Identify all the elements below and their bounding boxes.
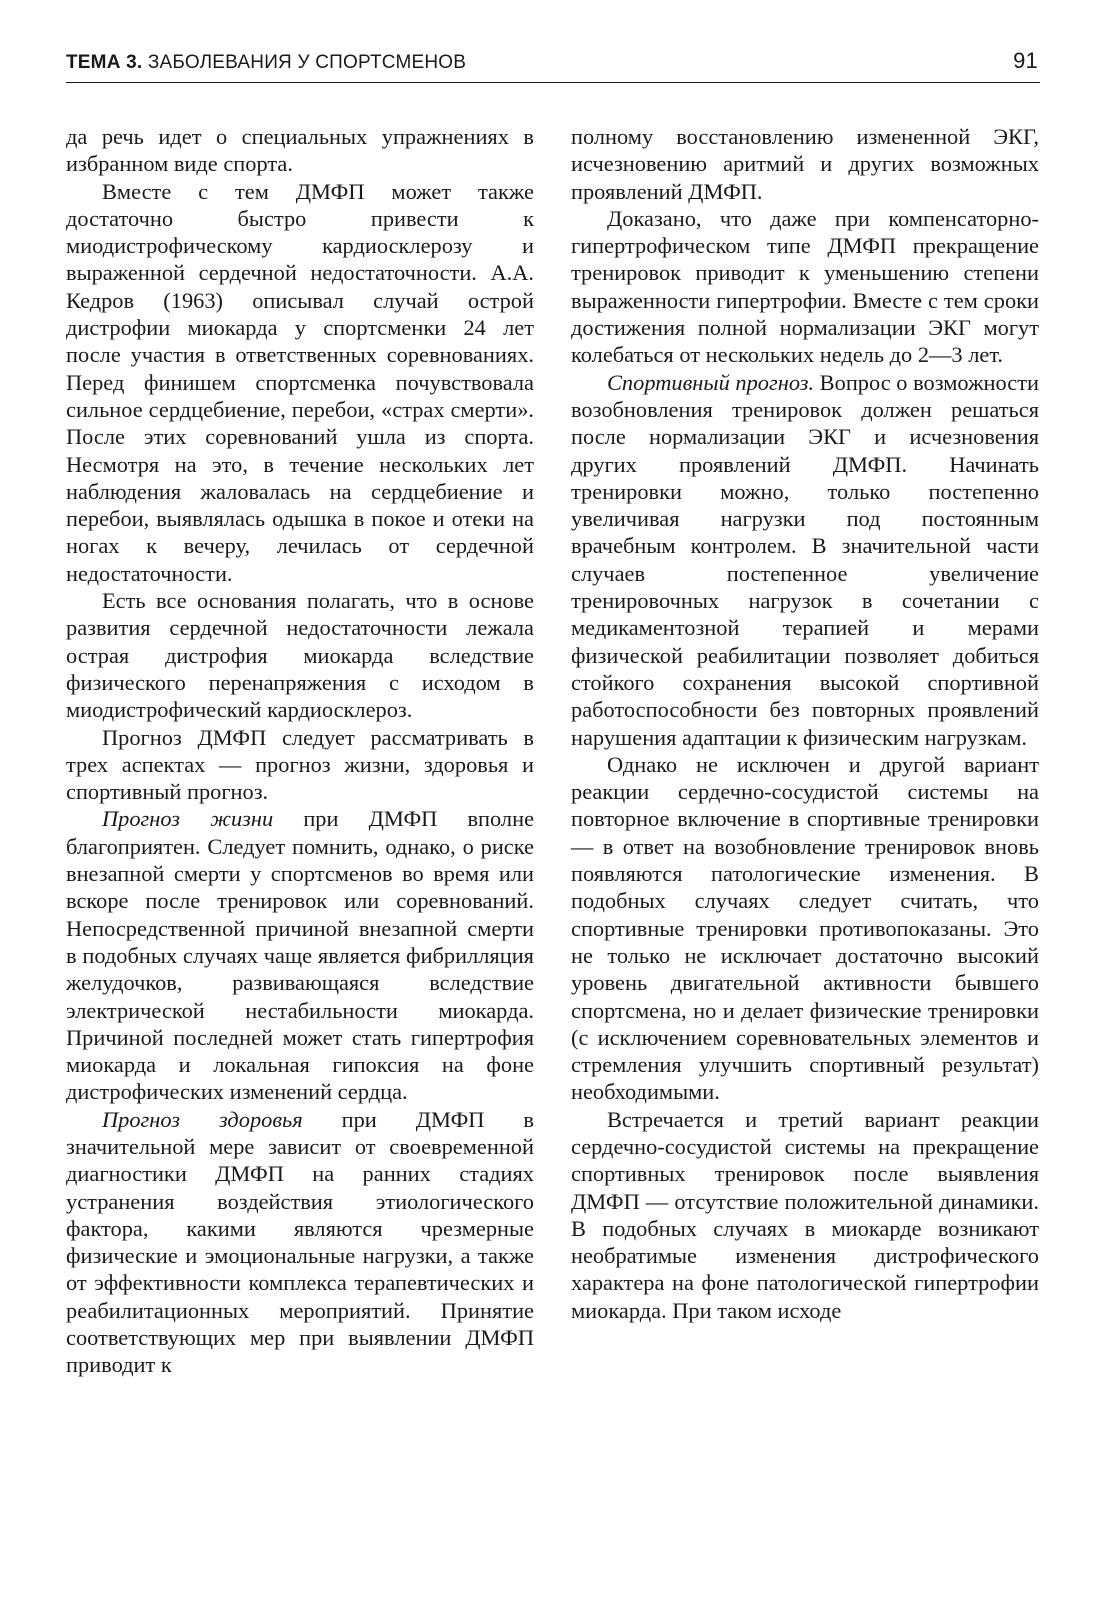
paragraph-text: при ДМФП вполне благоприятен. Следует помнить, однако, о риске внезапной смерти у спортсменов во время или вскоре после тренировок или соревнований. Непосредственной причиной внезапной смерти в подобных случаях чаще является фибрилляция желудочков, развивающаяся вследствие электрической нестабильности миокарда. Причиной последней может стать гипертрофия миокарда и локальная гипоксия на фоне дистрофических изменений сердца. bbox=[66, 806, 535, 1105]
paragraph-text: полному восстановлению измененной ЭКГ, исчезновению аритмий и других возможных проявлений ДМФП. bbox=[571, 124, 1039, 204]
page-number: 91 bbox=[1013, 48, 1038, 73]
left-text-column bbox=[66, 123, 534, 1379]
paragraph bbox=[571, 123, 1039, 205]
paragraph bbox=[66, 123, 534, 178]
paragraph bbox=[66, 178, 534, 587]
paragraph-text: Доказано, что даже при компенсаторно-гипертрофическом типе ДМФП прекращение тренировок приводит к уменьшению степени выраженности гипертрофии. Вместе с тем сроки достижения полной нормализации ЭКГ могут колебаться от нескольких недель до 2—3 лет. bbox=[571, 205, 1039, 368]
right-text-column bbox=[571, 123, 1039, 1324]
paragraph-text: при ДМФП в значительной мере зависит от своевременной диагностики ДМФП на ранних стадиях устранения воздействия этиологического фактора, какими являются чрезмерные физические и эмоциональные нагрузки, а также от эффективности комплекса терапевтических и реабилитационных мероприятий. Принятие соответствующих мер при выявлении ДМФП приводит к bbox=[66, 1106, 534, 1378]
paragraph bbox=[571, 751, 1039, 1106]
paragraph bbox=[571, 1106, 1039, 1324]
paragraph-text: Встречается и третий вариант реакции сердечно-сосудистой системы на прекращение спортивных тренировок после выявления ДМФП — отсутствие положительной динамики. В подобных случаях в миокарде возникают необратимые изменения дистрофического характера на фоне патологической гипертрофии миокарда. При таком исходе bbox=[571, 1106, 1039, 1323]
paragraph-text: Вместе с тем ДМФП может также достаточно быстро привести к миодистрофическому кардиосклерозу и выраженной сердечной недостаточности. А.А. Кедров (1963) описывал случай острой дистрофии миокарда у спортсменки 24 лет после участия в ответственных соревнованиях. Перед финишем спортсменка почувствовала сильное сердцебиение, перебои, «страх смерти». После этих соревнований ушла из спорта. Несмотря на это, в течение нескольких лет наблюдения жаловалась на сердцебиение и перебои, выявлялась одышка в покое и отеки на ногах к вечеру, лечилась от сердечной недостаточности. bbox=[66, 178, 534, 586]
paragraph-text: да речь идет о специальных упражнениях в избранном виде спорта. bbox=[66, 124, 534, 177]
paragraph bbox=[571, 205, 1039, 369]
paragraph-text: Есть все основания полагать, что в основе развития сердечной недостаточности лежала острая дистрофия миокарда вследствие физического перенапряжения с исходом в миодистрофический кардиосклероз. bbox=[66, 588, 534, 723]
paragraph bbox=[66, 724, 534, 806]
paragraph bbox=[571, 369, 1039, 751]
paragraph bbox=[66, 1106, 534, 1379]
running-head bbox=[66, 48, 1040, 83]
italic-run-in-heading: Спортивный прогноз. bbox=[607, 369, 815, 395]
chapter-heading bbox=[66, 52, 466, 74]
paragraph bbox=[66, 805, 534, 1105]
paragraph-text: Вопрос о возможности возобновления тренировок должен решаться после нормализации ЭКГ и исчезновения других проявлений ДМФП. Начинать тренировки можно, только постепенно увеличивая нагрузки под постоянным врачебным контролем. В значительной части случаев постепенное увеличение тренировочных нагрузок в сочетании с медикаментозной терапией и мерами физической реабилитации позволяет добиться стойкого сохранения высокой спортивной работоспособности без повторных проявлений нарушения адаптации к физическим нагрузкам. bbox=[571, 369, 1039, 750]
topic-label: ТЕМА 3. bbox=[66, 52, 143, 73]
topic-title: ЗАБОЛЕВАНИЯ У СПОРТСМЕНОВ bbox=[147, 52, 467, 73]
italic-run-in-heading: Прогноз здоровья bbox=[102, 1106, 303, 1132]
paragraph-text: Однако не исключен и другой вариант реакции сердечно-сосудистой системы на повторное включение в спортивные тренировки — в ответ на возобновление тренировок вновь появляются патологические изменения. В подобных случаях следует считать, что спортивные тренировки противопоказаны. Это не только не исключает достаточно высокий уровень двигательной активности бывшего спортсмена, но и делает физические тренировки (с исключением соревновательных элементов и стремления улучшить спортивный результат) необходимыми. bbox=[571, 751, 1039, 1105]
paragraph-text: Прогноз ДМФП следует рассматривать в трех аспектах — прогноз жизни, здоровья и спортивный прогноз. bbox=[66, 724, 534, 805]
italic-run-in-heading: Прогноз жизни bbox=[102, 806, 274, 832]
paragraph bbox=[66, 587, 534, 723]
